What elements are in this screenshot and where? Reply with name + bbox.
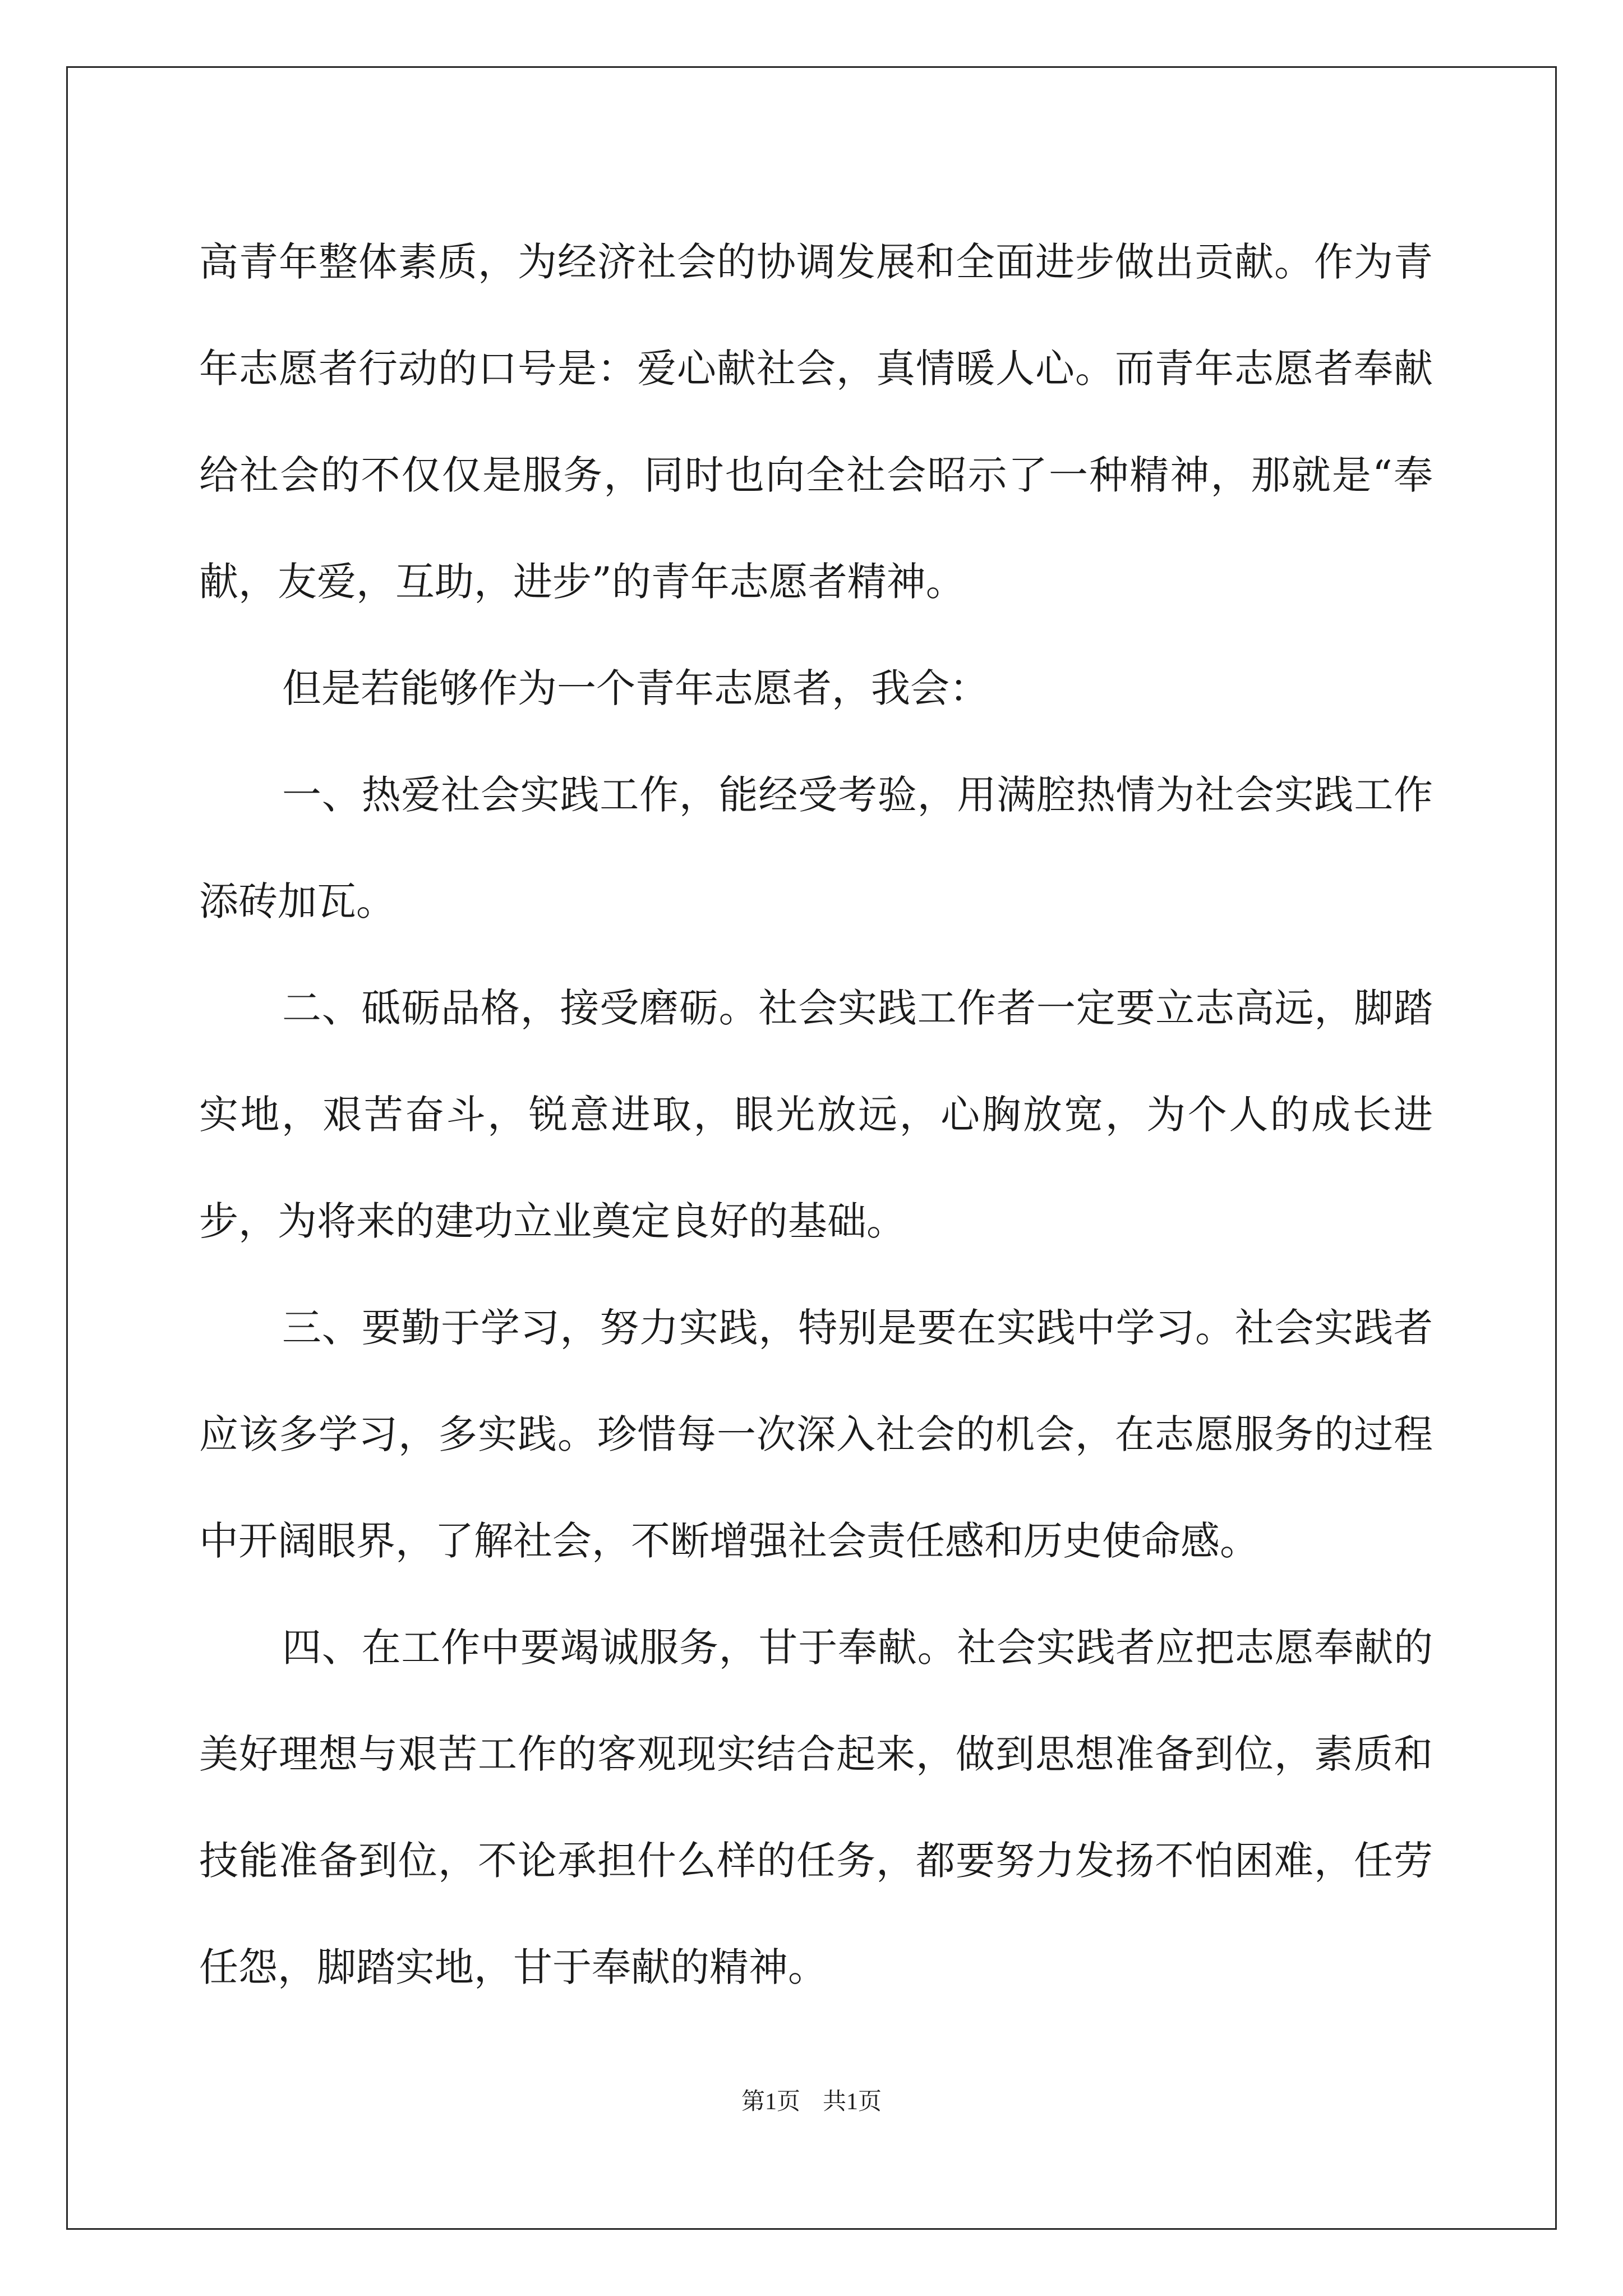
page-footer [0, 2083, 1623, 2116]
paragraph-3: 一、热爱社会实践工作，能经受考验，用满腔热情为社会实践工作添砖加瓦。 [199, 772, 1433, 924]
document-body [199, 209, 1433, 2021]
paragraph-4: 二、砥砺品格，接受磨砺。社会实践工作者一定要立志高远，脚踏实地，艰苦奋斗，锐意进取，眼光放远，心胸放宽，为个人的成长进步，为将来的建功立业奠定良好的基础。 [199, 985, 1433, 1244]
page-total: 共1页 [823, 2089, 882, 2115]
paragraph-5: 三、要勤于学习，努力实践，特别是要在实践中学习。社会实践者应该多学习，多实践。珍惜每一次深入社会的机会，在志愿服务的过程中开阔眼界，了解社会，不断增强社会责任感和历史使命感。 [199, 1305, 1433, 1564]
paragraph-1: 高青年整体素质，为经济社会的协调发展和全面进步做出贡献。作为青年志愿者行动的口号是：爱心献社会，真情暖人心。而青年志愿者奉献给社会的不仅仅是服务，同时也向全社会昭示了一种精神，那就是“奉献，友爱，互助，进步”的青年志愿者精神。 [199, 239, 1433, 605]
paragraph-2: 但是若能够作为一个青年志愿者，我会： [282, 665, 989, 711]
page-number: 第1页 [741, 2089, 800, 2115]
paragraph-6: 四、在工作中要竭诚服务，甘于奉献。社会实践者应把志愿奉献的美好理想与艰苦工作的客观现实结合起来，做到思想准备到位，素质和技能准备到位，不论承担什么样的任务，都要努力发扬不怕困难，任劳任怨，脚踏实地，甘于奉献的精神。 [199, 1625, 1433, 1990]
